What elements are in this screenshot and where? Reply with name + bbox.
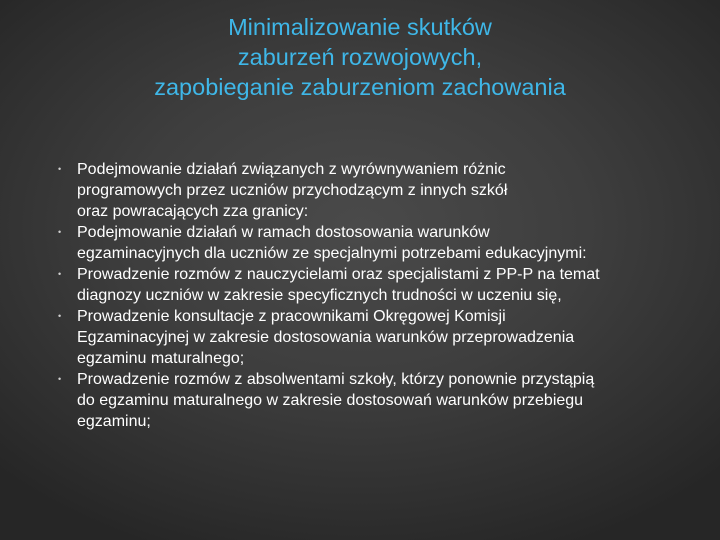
bullet-text-line: Prowadzenie rozmów z absolwentami szkoły, którzy ponownie przystąpią (77, 371, 595, 388)
bullet-text-line: Podejmowanie działań w ramach dostosowania warunków (77, 224, 490, 241)
bullet-text-line: do egzaminu maturalnego w zakresie dostosowań warunków przebiegu (77, 392, 584, 409)
bullet-item (0, 369, 720, 432)
bullet-text-line: egzaminu maturalnego; (77, 350, 245, 367)
bullet-text-line: diagnozy uczniów w zakresie specyficznych trudności w uczeniu się, (77, 287, 562, 304)
bullet-dot-icon: • (58, 269, 62, 279)
bullet-text-line: Podejmowanie działań związanych z wyrównywaniem różnic (77, 161, 506, 178)
bullet-item (0, 222, 720, 264)
bullet-item (0, 306, 720, 369)
bullet-item (0, 159, 720, 222)
bullet-text-line: Prowadzenie konsultacje z pracownikami Okręgowej Komisji (77, 308, 506, 325)
slide-title-line: Minimalizowanie skutków (228, 14, 492, 40)
slide-title (60, 12, 660, 102)
bullet-text-line: Prowadzenie rozmów z nauczycielami oraz specjalistami z PP-P na temat (77, 266, 600, 283)
slide-title-line: zaburzeń rozwojowych, (237, 44, 483, 70)
bullet-text-line: Egzaminacyjnej w zakresie dostosowania warunków przeprowadzenia (77, 329, 575, 346)
bullet-dot-icon: • (58, 374, 62, 384)
bullet-text-line: egzaminu; (77, 413, 151, 430)
slide-title-line: zapobieganie zaburzeniom zachowania (154, 74, 566, 100)
bullet-dot-icon: • (58, 227, 62, 237)
bullet-item (0, 264, 720, 306)
bullet-text-line: programowych przez uczniów przychodzącym z innych szkół (77, 182, 508, 199)
bullet-list (0, 159, 720, 432)
bullet-text-line: oraz powracających zza granicy: (77, 203, 309, 220)
bullet-dot-icon: • (58, 311, 62, 321)
bullet-text-line: egzaminacyjnych dla uczniów ze specjalnymi potrzebami edukacyjnymi: (77, 245, 587, 262)
bullet-dot-icon: • (58, 164, 62, 174)
